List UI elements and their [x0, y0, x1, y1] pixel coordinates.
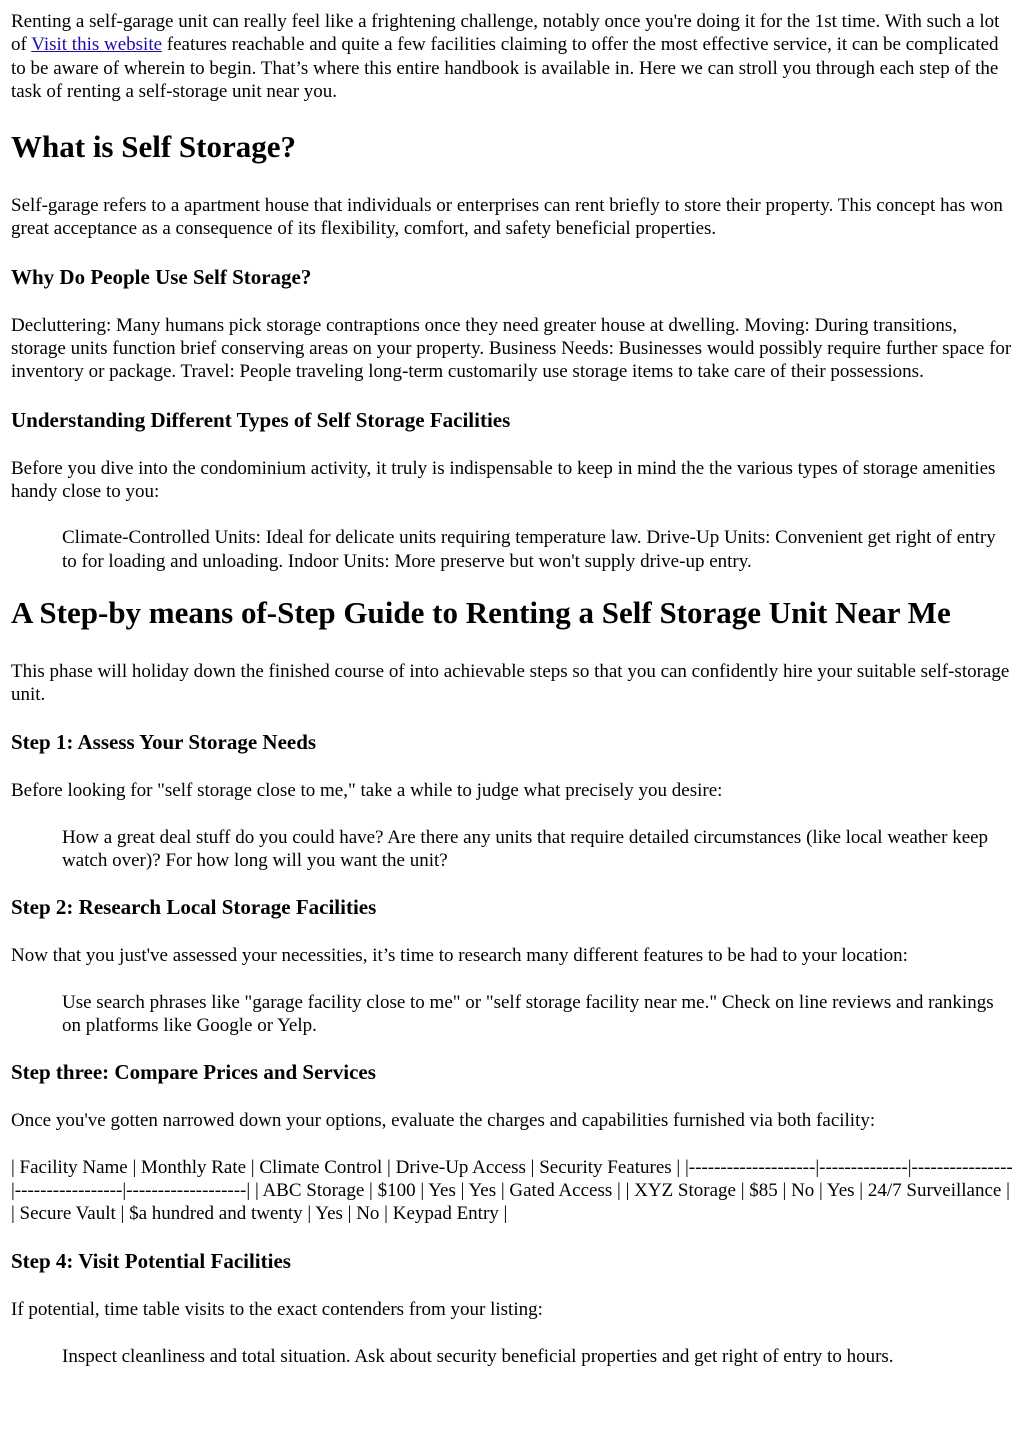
paragraph-types-of-facilities: Before you dive into the condominium activity, it truly is indispensable to keep in mind the the various types of storage amenities handy close to you: — [11, 457, 996, 502]
paragraph-step-2: Now that you just've assessed your necessities, it’s time to research many different features to be had to your location: — [11, 945, 908, 967]
heading-step-4: Step 4: Visit Potential Facilities — [11, 1249, 291, 1274]
intro-text-after: features reachable and quite a few facilities claiming to offer the most effective service, it can be complicated to be aware of wherein to begin. That’s where this entire handbook is available in. Here we can stroll you through each step of the task of renting a self-storage unit near you. — [11, 34, 999, 102]
heading-step-2: Step 2: Research Local Storage Facilities — [11, 895, 377, 920]
heading-why-use-self-storage: Why Do People Use Self Storage? — [11, 264, 312, 289]
heading-step-3: Step three: Compare Prices and Services — [11, 1060, 376, 1085]
paragraph-step-1: Before looking for "self storage close to me," take a while to judge what precisely you desire: — [11, 780, 723, 802]
paragraph-what-is-self-storage: Self-garage refers to a apartment house that individuals or enterprises can rent briefly to store their property. This concept has won great acceptance as a consequence of its flexibility, comfort, and safety beneficial properties. — [11, 195, 1003, 240]
visit-website-link[interactable]: Visit this website — [31, 34, 163, 56]
quote-step-4: Inspect cleanliness and total situation. Ask about security beneficial properties and get right of entry to hours. — [62, 1345, 894, 1367]
intro-text-before: Renting a self-garage unit can really feel like a frightening challenge, notably once you're doing it for the 1st time. With such a lot of — [11, 11, 1000, 56]
comparison-table-text: | Facility Name | Monthly Rate | Climate Control | Drive-Up Access | Security Features | |--------------------|--------------|----------------|-----------------|-------------------| | ABC Storage | $100 | Yes | Yes | Gated Access | | XYZ Storage | $85 | No | Yes | 24/7 Surveillance | | Secure Vault | $a hundred and twenty | Yes | No | Keypad Entry | — [11, 1156, 1013, 1225]
paragraph-step-4: If potential, time table visits to the exact contenders from your listing: — [11, 1299, 543, 1321]
paragraph-why-use-self-storage: Decluttering: Many humans pick storage contraptions once they need greater house at dwelling. Moving: During transitions, storage units function brief conserving areas on your property. Business Needs: Businesses would possibly require further space for inventory or package. Travel: People traveling long-term customarily use storage items to take care of their possessions. — [11, 314, 1012, 383]
intro-paragraph — [11, 10, 1013, 103]
quote-step-2: Use search phrases like "garage facility close to me" or "self storage facility near me." Check on line reviews and rankings on platforms like Google or Yelp. — [62, 991, 994, 1036]
heading-types-of-facilities: Understanding Different Types of Self Storage Facilities — [11, 407, 511, 432]
quote-types-of-facilities: Climate-Controlled Units: Ideal for delicate units requiring temperature law. Drive-Up Units: Convenient get right of entry to for loading and unloading. Indoor Units: More preserve but won't supply drive-up entry. — [62, 527, 996, 572]
heading-step-by-step-guide: A Step-by means of-Step Guide to Renting a Self Storage Unit Near Me — [11, 594, 951, 630]
heading-what-is-self-storage: What is Self Storage? — [11, 129, 297, 165]
heading-step-1: Step 1: Assess Your Storage Needs — [11, 730, 317, 755]
paragraph-step-by-step-guide: This phase will holiday down the finished course of into achievable steps so that you can confidently hire your suitable self-storage unit. — [11, 660, 1010, 706]
paragraph-step-3: Once you've gotten narrowed down your options, evaluate the charges and capabilities furnished via both facility: — [11, 1110, 876, 1132]
quote-step-1: How a great deal stuff do you could have? Are there any units that require detailed circumstances (like local weather keep watch over)? For how long will you want the unit? — [62, 826, 989, 872]
